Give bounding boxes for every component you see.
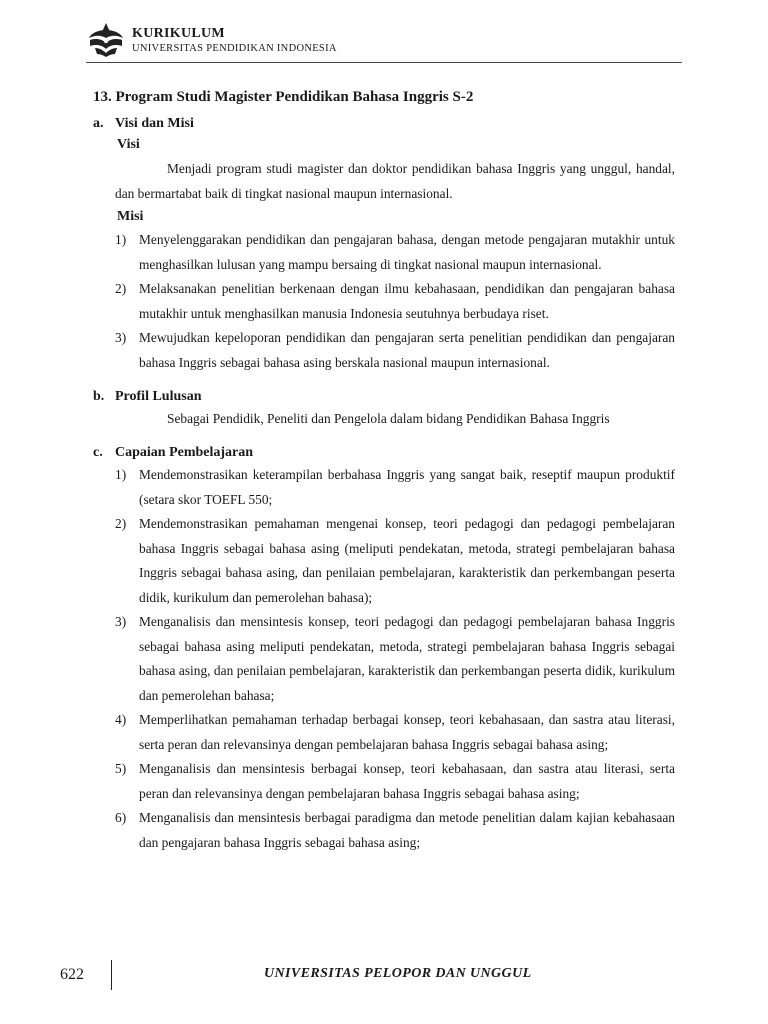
page-footer (0, 956, 768, 996)
misi-item-number: 3) (115, 330, 127, 345)
capaian-item (115, 708, 675, 757)
capaian-item-text: Menganalisis dan mensintesis konsep, teori pedagogi dan pedagogi pembelajaran bahasa Inggris sebagai bahasa asing meliputi pendekatan, metoda, strategi pembelajaran bahasa Inggris sebagai bahasa asing, dan penilaian pembelajaran, karakteristik dan perkembangan peserta didik, kurikulum dan pemerolehan bahasa; (139, 614, 675, 703)
section-b-label: b. (93, 389, 105, 404)
capaian-item-number: 5) (115, 761, 127, 776)
misi-item (115, 326, 675, 375)
capaian-item-number: 4) (115, 712, 127, 727)
capaian-item (115, 757, 675, 806)
capaian-item-text: Menganalisis dan mensintesis berbagai konsep, teori kebahasaan, dan sastra atau literasi, serta peran dan relevansinya dengan pembelajaran bahasa Inggris sebagai bahasa asing; (139, 761, 675, 801)
section-a-label: a. (93, 116, 104, 131)
capaian-item-text: Mendemonstrasikan pemahaman mengenai konsep, teori pedagogi dan pedagogi pembelajaran bahasa Inggris sebagai bahasa asing (meliputi pendekatan, metoda, strategi pembelajaran bahasa Inggris sebagai bahasa asing, dan penilaian pembelajaran, karakteristik dan perkembangan peserta didik, kurikulum dan pemerolehan bahasa); (139, 516, 675, 605)
page-number: 622 (60, 966, 84, 983)
upi-logo-icon (86, 20, 126, 58)
misi-item-number: 2) (115, 281, 127, 296)
section-c-heading (93, 443, 675, 463)
misi-item (115, 277, 675, 326)
capaian-item (115, 463, 675, 512)
section-c-title: Capaian Pembelajaran (115, 445, 254, 460)
capaian-item (115, 806, 675, 855)
section-a-heading (93, 114, 675, 134)
section-b-title: Profil Lulusan (115, 389, 202, 404)
misi-item-text: Menyelenggarakan pendidikan dan pengajaran bahasa, dengan metode pengajaran mutakhir untuk menghasilkan lulusan yang mampu bersaing di tingkat nasional maupun internasional. (139, 232, 675, 272)
capaian-item-text: Mendemonstrasikan keterampilan berbahasa Inggris yang sangat baik, reseptif maupun produktif (setara skor TOEFL 550; (139, 467, 675, 507)
capaian-item-text: Memperlihatkan pemahaman terhadap berbagai konsep, teori kebahasaan, dan sastra atau literasi, serta peran dan relevansinya dengan pembelajaran bahasa Inggris sebagai bahasa asing; (139, 712, 675, 752)
misi-item-text: Mewujudkan kepeloporan pendidikan dan pengajaran serta penelitian pendidikan dan pengajaran bahasa Inggris sebagai bahasa asing berskala nasional maupun internasional. (139, 330, 675, 370)
capaian-list (115, 463, 675, 855)
section-c-label: c. (93, 445, 103, 460)
capaian-item-number: 3) (115, 614, 127, 629)
section-b-heading (93, 387, 675, 407)
section-a-title: Visi dan Misi (115, 116, 194, 131)
header-subtitle: UNIVERSITAS PENDIDIKAN INDONESIA (132, 43, 337, 54)
misi-item-number: 1) (115, 232, 127, 247)
capaian-item-number: 6) (115, 810, 127, 825)
capaian-item-text: Menganalisis dan mensintesis berbagai paradigma dan metode penelitian dalam kajian kebahasaan dan pengajaran bahasa Inggris sebagai bahasa asing; (139, 810, 675, 850)
footer-title: UNIVERSITAS PELOPOR DAN UNGGUL (264, 966, 532, 981)
misi-heading: Misi (117, 209, 144, 224)
misi-item-text: Melaksanakan penelitian berkenaan dengan ilmu kebahasaan, pendidikan dan pengajaran bahasa mutakhir untuk menghasilkan manusia Indonesia seutuhnya berbudaya riset. (139, 281, 675, 321)
document-body (93, 86, 675, 855)
visi-heading: Visi (117, 137, 140, 152)
capaian-item-number: 2) (115, 516, 127, 531)
visi-text: Menjadi program studi magister dan doktor pendidikan bahasa Inggris yang unggul, handal, dan bermartabat baik di tingkat nasional maupun internasional. (115, 161, 675, 201)
misi-item (115, 228, 675, 277)
header-title: KURIKULUM (132, 26, 225, 41)
misi-list (115, 228, 675, 375)
section-title: 13. Program Studi Magister Pendidikan Bahasa Inggris S-2 (93, 89, 474, 105)
capaian-item (115, 512, 675, 610)
capaian-item (115, 610, 675, 708)
profil-lulusan-text: Sebagai Pendidik, Peneliti dan Pengelola dalam bidang Pendidikan Bahasa Inggris (167, 411, 610, 426)
header-divider (86, 62, 682, 63)
footer-divider (111, 960, 112, 990)
page-header (86, 18, 682, 62)
capaian-item-number: 1) (115, 467, 127, 482)
